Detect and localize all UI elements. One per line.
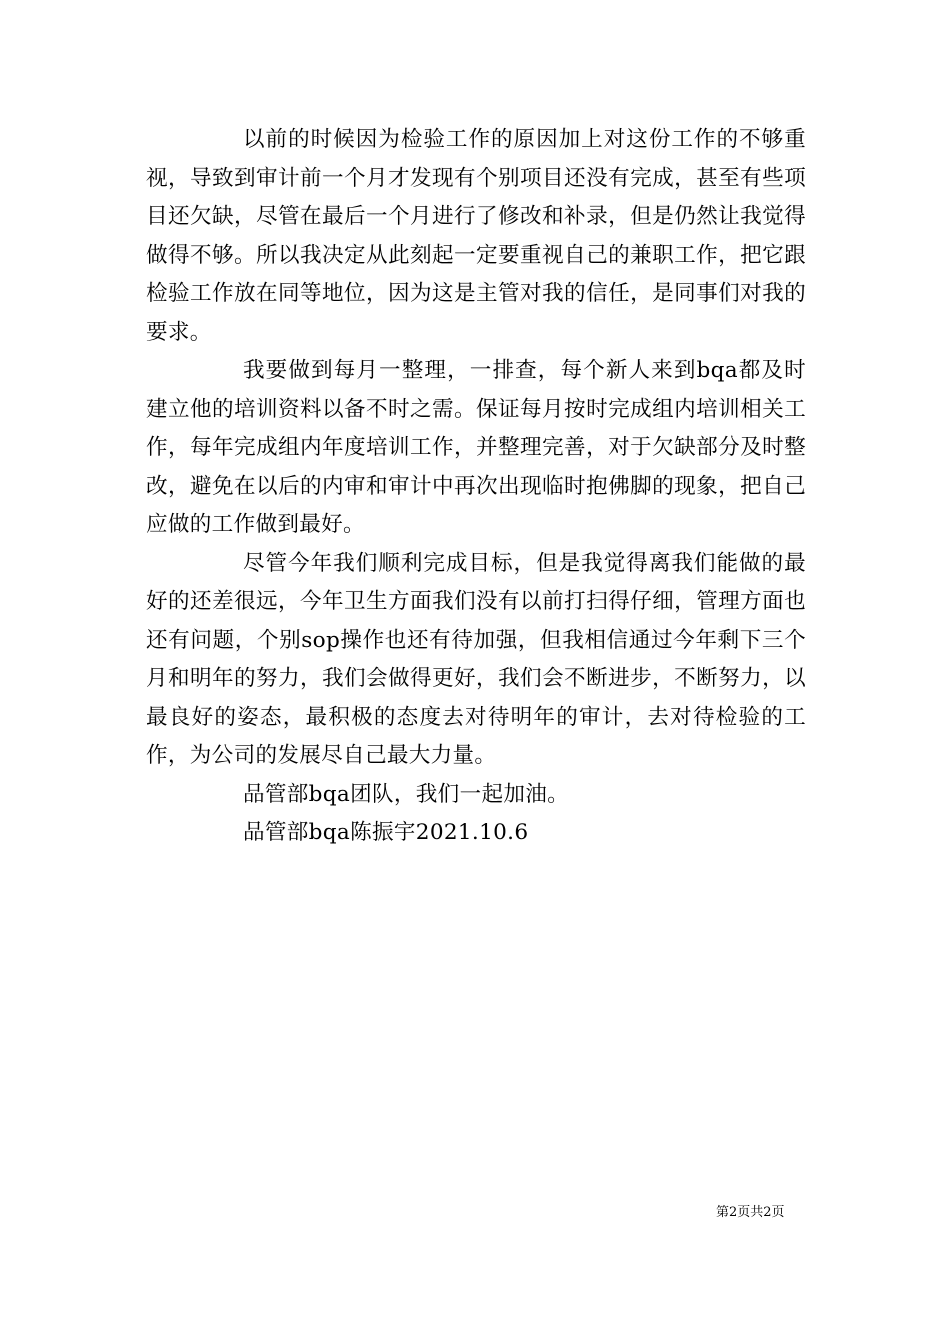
document-body: [146, 121, 806, 853]
paragraph-3: 尽管今年我们顺利完成目标，但是我觉得离我们能做的最好的还差很远，今年卫生方面我们没有以前打扫得仔细，管理方面也还有问题，个别sop操作也还有待加强，但我相信通过今年剩下三个月和明年的努力，我们会做得更好，我们会不断进步，不断努力，以最良好的姿态，最积极的态度去对待明年的审计，去对待检验的工作，为公司的发展尽自己最大力量。: [146, 550, 806, 768]
page-number-footer: 第2页共2页: [716, 1205, 785, 1220]
paragraph-2: 我要做到每月一整理，一排查，每个新人来到bqa都及时建立他的培训资料以备不时之需。保证每月按时完成组内培训相关工作，每年完成组内年度培训工作，并整理完善，对于欠缺部分及时整改，避免在以后的内审和审计中再次出现临时抱佛脚的现象，把自己应做的工作做到最好。: [146, 358, 806, 537]
paragraph-1: 以前的时候因为检验工作的原因加上对这份工作的不够重视，导致到审计前一个月才发现有个别项目还没有完成，甚至有些项目还欠缺，尽管在最后一个月进行了修改和补录，但是仍然让我觉得做得不够。所以我决定从此刻起一定要重视自己的兼职工作，把它跟检验工作放在同等地位，因为这是主管对我的信任，是同事们对我的要求。: [146, 127, 806, 345]
signature-line: 品管部bqa陈振宇2021.10.6: [243, 820, 529, 845]
closing-line: 品管部bqa团队，我们一起加油。: [243, 781, 570, 807]
